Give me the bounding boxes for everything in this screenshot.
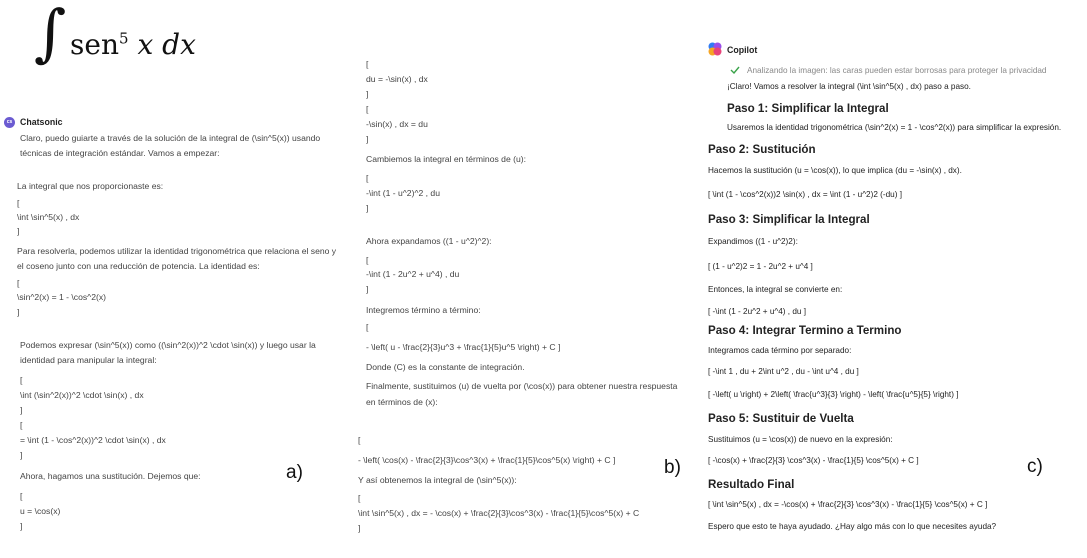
panel-b-line: [ [358,493,361,503]
copilot-line: [ -\int 1 , du + 2\int u^2 , du - \int u^4 , du ] [708,367,859,376]
step-heading: Paso 3: Simplificar la Integral [708,213,870,226]
panel-a-line: \int \sin^5(x) , dx [17,212,80,222]
copilot-line: Espero que esto te haya ayudado. ¿Hay algo más con lo que necesites ayuda? [708,522,997,531]
step-heading: Resultado Final [708,478,795,491]
panel-b-line: [ [366,255,369,265]
panel-a-line: Claro, puedo guiarte a través de la solución de la integral de (\sin^5(x)) usando [20,133,321,143]
panel-a-line: [ [20,491,23,501]
integral-header [34,0,204,80]
panel-b-line: ] [366,134,369,144]
copilot-line: Sustituimos (u = \cos(x)) de nuevo en la expresión: [708,435,893,444]
panel-a-line: [ [17,278,20,288]
copilot-line: [ \int (1 - \cos^2(x))2 \sin(x) , dx = \int (1 - u^2)2 (-du) ] [708,190,902,199]
chatsonic-name: Chatsonic [20,117,63,127]
copilot-line: [ (1 - u^2)2 = 1 - 2u^2 + u^4 ] [708,262,813,271]
panel-b-line: Y así obtenemos la integral de (\sin^5(x)): [358,475,517,485]
copilot-line: [ -\cos(x) + \frac{2}{3} \cos^3(x) - \frac{1}{5} \cos^5(x) + C ] [708,456,919,465]
panel-b-line: [ [366,104,369,114]
step-heading: Paso 2: Sustitución [708,143,816,156]
panel-a-line: técnicas de integración estándar. Vamos a empezar: [20,148,220,158]
panel-b-line: ] [366,89,369,99]
panel-b-line: \int \sin^5(x) , dx = - \cos(x) + \frac{2}{3}\cos^3(x) - \frac{1}{5}\cos^5(x) + C [358,508,640,518]
copilot-line: [ -\int (1 - 2u^2 + u^4) , du ] [708,307,807,316]
panel-a-line: ] [20,521,23,531]
panel-a-line: [ [20,375,23,385]
integral-expression: sen$^5$ x dx [70,28,196,61]
analyzing-status: Analizando la imagen: las caras pueden estar borrosas para proteger la privacidad [747,66,1047,75]
panel-b-line: -\sin(x) , dx = du [366,119,428,129]
step-heading: Paso 1: Simplificar la Integral [727,102,889,115]
panel-b-line: [ [366,173,369,183]
panel-b-line: -\int (1 - 2u^2 + u^4) , du [366,269,460,279]
panel-a-line: = \int (1 - \cos^2(x))^2 \cdot \sin(x) , dx [20,435,166,445]
panel-b-line: Integremos término a término: [366,305,481,315]
copilot-line: Usaremos la identidad trigonométrica (\sin^2(x) = 1 - \cos^2(x)) para simplificar la expresión. [727,123,1062,132]
panel-a-line: ] [17,226,20,236]
panel-b-line: [ [358,435,361,445]
copilot-line: Integramos cada término por separado: [708,346,852,355]
copilot-line: Hacemos la sustitución (u = \cos(x)), lo que implica (du = -\sin(x) , dx). [708,166,962,175]
panel-b-line: Ahora expandamos ((1 - u^2)^2): [366,236,492,246]
panel-a-line: u = \cos(x) [20,506,61,516]
panel-a-line: [ [17,198,20,208]
panel-b-line: en términos de (x): [366,397,438,407]
panel-a-line: \int (\sin^2(x))^2 \cdot \sin(x) , dx [20,390,144,400]
panel-a-line: el coseno junto con una reducción de potencia. La identidad es: [17,261,260,271]
panel-b-line: ] [366,203,369,213]
panel-a-line: [ [20,420,23,430]
panel-a-line: Podemos expresar (\sin^5(x)) como ((\sin^2(x))^2 \cdot \sin(x)) y luego usar la [20,340,316,350]
panel-b-line: -\int (1 - u^2)^2 , du [366,188,440,198]
panel-b-line: ] [366,284,369,294]
panel-a-line: identidad para manipular la integral: [20,355,157,365]
panel-b-line: - \left( \cos(x) - \frac{2}{3}\cos^3(x) + \frac{1}{5}\cos^5(x) \right) + C ] [358,455,616,465]
step-heading: Paso 4: Integrar Termino a Termino [708,324,902,337]
copilot-line: Expandimos ((1 - u^2)2): [708,237,798,246]
panel-c-label: c) [1027,456,1043,477]
panel-a-label: a) [286,462,303,483]
panel-b-line: du = -\sin(x) , dx [366,74,428,84]
panel-a-line: ] [20,405,23,415]
panel-b-line: [ [366,59,369,69]
chatsonic-avatar-icon: cs [4,117,15,128]
panel-a-line: ] [20,450,23,460]
check-icon [730,66,740,74]
panel-a-line: La integral que nos proporcionaste es: [17,181,164,191]
panel-b-line: ] [358,523,361,533]
panel-a-line: Ahora, hagamos una sustitución. Dejemos que: [20,471,201,481]
panel-a-line: \sin^2(x) = 1 - \cos^2(x) [17,292,107,302]
copilot-logo-icon [708,42,722,56]
copilot-line: [ -\left( u \right) + 2\left( \frac{u^3}{3} \right) - \left( \frac{u^5}{5} \right) ] [708,390,959,399]
integral-sign: ∫ [34,0,67,69]
panel-a-line: Para resolverla, podemos utilizar la identidad trigonométrica que relaciona el seno y [17,246,337,256]
panel-b-line: Donde (C) es la constante de integración. [366,362,525,372]
step-heading: Paso 5: Sustituir de Vuelta [708,412,854,425]
panel-b-line: Finalmente, sustituimos (u) de vuelta por (\cos(x)) para obtener nuestra respuesta [366,381,678,391]
panel-b-line: - \left( u - \frac{2}{3}u^3 + \frac{1}{5}u^5 \right) + C ] [366,342,561,352]
copilot-intro: ¡Claro! Vamos a resolver la integral (\int \sin^5(x) , dx) paso a paso. [727,82,971,91]
copilot-name: Copilot [727,45,758,55]
panel-b-label: b) [664,457,681,478]
panel-b-line: Cambiemos la integral en términos de (u): [366,154,527,164]
copilot-line: Entonces, la integral se convierte en: [708,285,843,294]
panel-a-line: ] [17,307,20,317]
panel-b-line: [ [366,322,369,332]
copilot-line: [ \int \sin^5(x) , dx = -\cos(x) + \frac{2}{3} \cos^3(x) - \frac{1}{5} \cos^5(x) + C ] [708,500,988,509]
